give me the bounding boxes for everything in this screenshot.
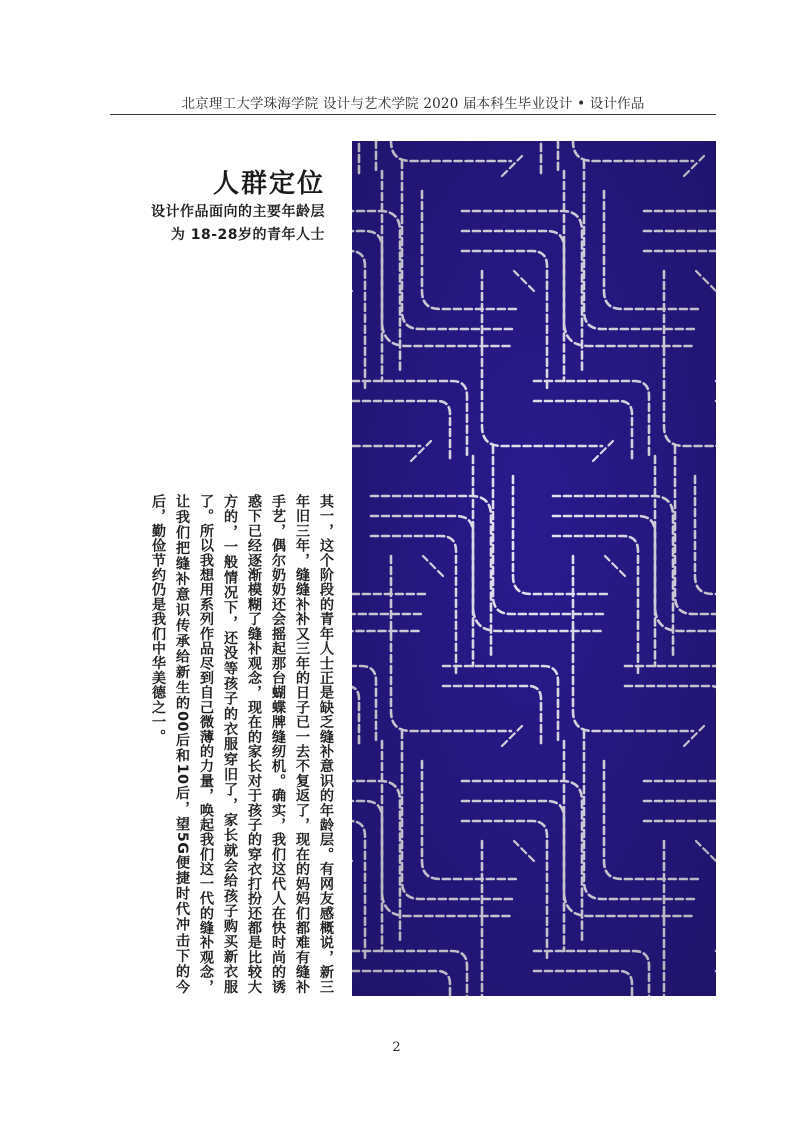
section-title: 人群定位 <box>212 169 325 199</box>
section-subtitle-line2: 为 18-28岁的青年人士 <box>170 227 325 243</box>
sashiko-fabric-image <box>352 141 716 996</box>
stitch-pattern-graphic <box>352 141 716 996</box>
body-text: 其一，这个阶段的青年人士正是缺乏缝补意识的年龄层。有网友感概说，新三年旧三年，缝缝补补又三年的日子已一去不复返了，现在的妈妈们都难有缝补手艺，偶尔奶奶还会摇起那台蝴蝶牌缝纫机。确实，我们这代人在快时尚的诱惑下已经逐渐模糊了缝补观念，现在的家长对于孩子的穿衣打扮还都是比较大方的，一般情况下，还没等孩子的衣服穿旧了，家长就会给孩子购买新衣服了。所以我想用系列作品尽到自己微薄的力量，唤起我们这一代的缝补观念，让我们把缝补意识传承给新生的00后和10后，望5G便捷时代冲击下的今后，勤俭节约仍是我们中华美德之一。 <box>150 494 334 994</box>
section-subtitle-line1: 设计作品面向的主要年龄层 <box>151 204 325 220</box>
running-header: 北京理工大学珠海学院 设计与艺术学院 2020 届本科生毕业设计 • 设计作品 <box>181 96 645 112</box>
body-paragraph-vertical <box>143 494 338 994</box>
page-number: 2 <box>392 1040 401 1055</box>
header-divider <box>110 114 716 115</box>
